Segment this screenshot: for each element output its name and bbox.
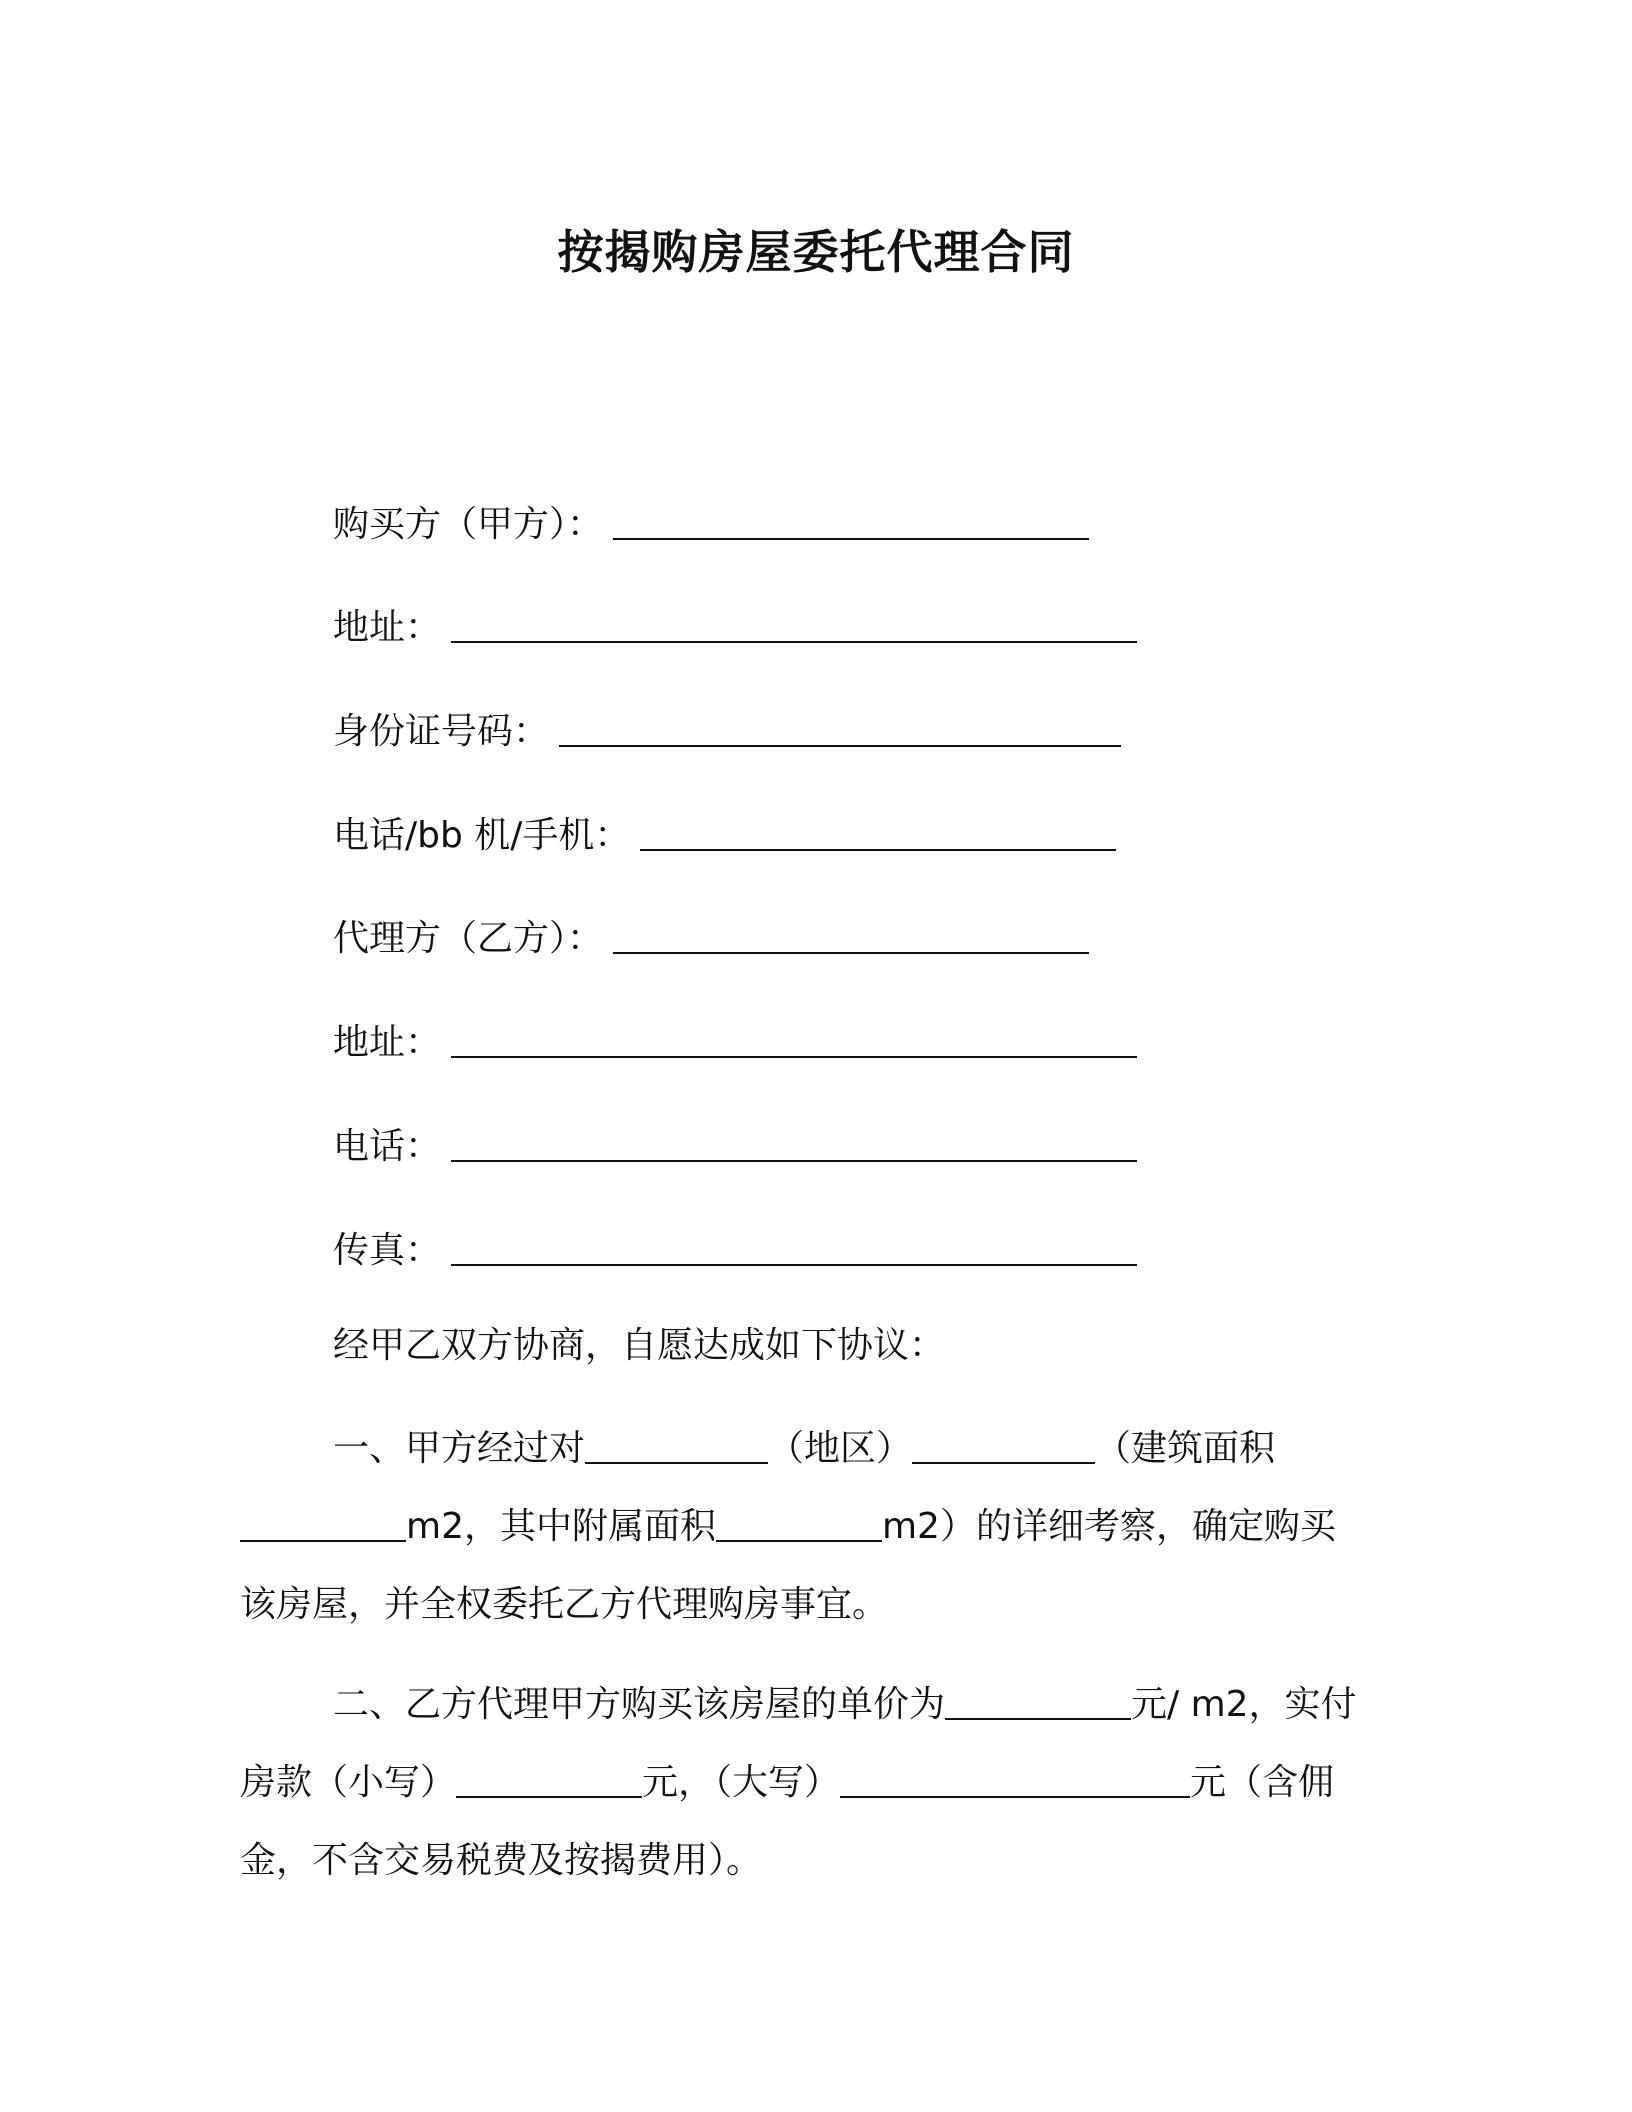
clause-2-line-2	[240, 1744, 1390, 1822]
field-agent-fax	[333, 1226, 1137, 1275]
clause-1-building-area-blank[interactable]	[240, 1506, 406, 1542]
field-phone-mobile-label: 电话/bb 机/手机：	[333, 815, 631, 856]
field-agent-address	[333, 1018, 1137, 1067]
clause-2-text-a: 二、乙方代理甲方购买该房屋的单价为	[333, 1684, 946, 1725]
clause-2-line-3	[240, 1822, 1390, 1900]
clause-1-line-2	[240, 1488, 1390, 1566]
field-buyer-address-blank[interactable]	[451, 607, 1137, 643]
field-agent-phone	[333, 1122, 1137, 1171]
field-id-number	[333, 707, 1121, 756]
clause-1-attached-area-blank[interactable]	[716, 1506, 882, 1542]
clause-2-line-1	[240, 1666, 1390, 1744]
clause-1-region-blank[interactable]	[585, 1428, 768, 1464]
field-phone-mobile-blank[interactable]	[640, 815, 1116, 851]
field-agent	[333, 914, 1089, 963]
agreement-intro-text: 经甲乙双方协商，自愿达成如下协议：	[333, 1325, 946, 1366]
clause-1-area-blank[interactable]	[912, 1428, 1095, 1464]
clause-2-amount-words-blank[interactable]	[840, 1762, 1190, 1798]
clause-1	[240, 1410, 1390, 1644]
field-buyer-address-label: 地址：	[333, 607, 442, 648]
field-buyer-blank[interactable]	[613, 504, 1089, 540]
clause-1-text-c: （建筑面积	[1095, 1428, 1276, 1469]
agreement-intro	[333, 1322, 945, 1370]
clause-2-text-c: 房款（小写）	[240, 1762, 457, 1803]
field-agent-phone-label: 电话：	[333, 1126, 442, 1167]
clause-1-line-1	[240, 1410, 1390, 1488]
clause-2-text-b: 元/ m2，实付	[1131, 1684, 1357, 1725]
field-buyer	[333, 500, 1089, 549]
clause-1-text-e: m2）的详细考察，确定购买	[881, 1506, 1336, 1547]
clause-2-text-f: 金，不含交易税费及按揭费用）。	[240, 1840, 763, 1881]
clause-2-text-e: 元（含佣	[1190, 1762, 1335, 1803]
field-agent-label: 代理方（乙方）：	[333, 918, 604, 959]
field-buyer-label: 购买方（甲方）：	[333, 504, 604, 545]
clause-1-line-3	[240, 1566, 1390, 1644]
field-id-number-label: 身份证号码：	[333, 711, 550, 752]
clause-2	[240, 1666, 1390, 1900]
clause-1-text-f: 该房屋，并全权委托乙方代理购房事宜。	[240, 1584, 889, 1625]
clause-1-text-b: （地区）	[768, 1428, 913, 1469]
field-agent-phone-blank[interactable]	[451, 1126, 1137, 1162]
field-agent-fax-blank[interactable]	[451, 1230, 1137, 1266]
field-agent-address-blank[interactable]	[451, 1022, 1137, 1058]
field-buyer-address	[333, 603, 1137, 652]
field-agent-blank[interactable]	[613, 918, 1089, 954]
clause-2-unit-price-blank[interactable]	[945, 1684, 1131, 1720]
document-title: 按揭购房屋委托代理合同	[557, 225, 1075, 279]
clause-2-text-d: 元，（大写）	[642, 1762, 841, 1803]
field-phone-mobile	[333, 811, 1116, 860]
clause-1-text-d: m2，其中附属面积	[406, 1506, 716, 1547]
field-agent-address-label: 地址：	[333, 1022, 442, 1063]
field-agent-fax-label: 传真：	[333, 1230, 442, 1271]
field-id-number-blank[interactable]	[559, 711, 1121, 747]
clause-1-text-a: 一、甲方经过对	[333, 1428, 586, 1469]
clause-2-amount-numeric-blank[interactable]	[456, 1762, 642, 1798]
